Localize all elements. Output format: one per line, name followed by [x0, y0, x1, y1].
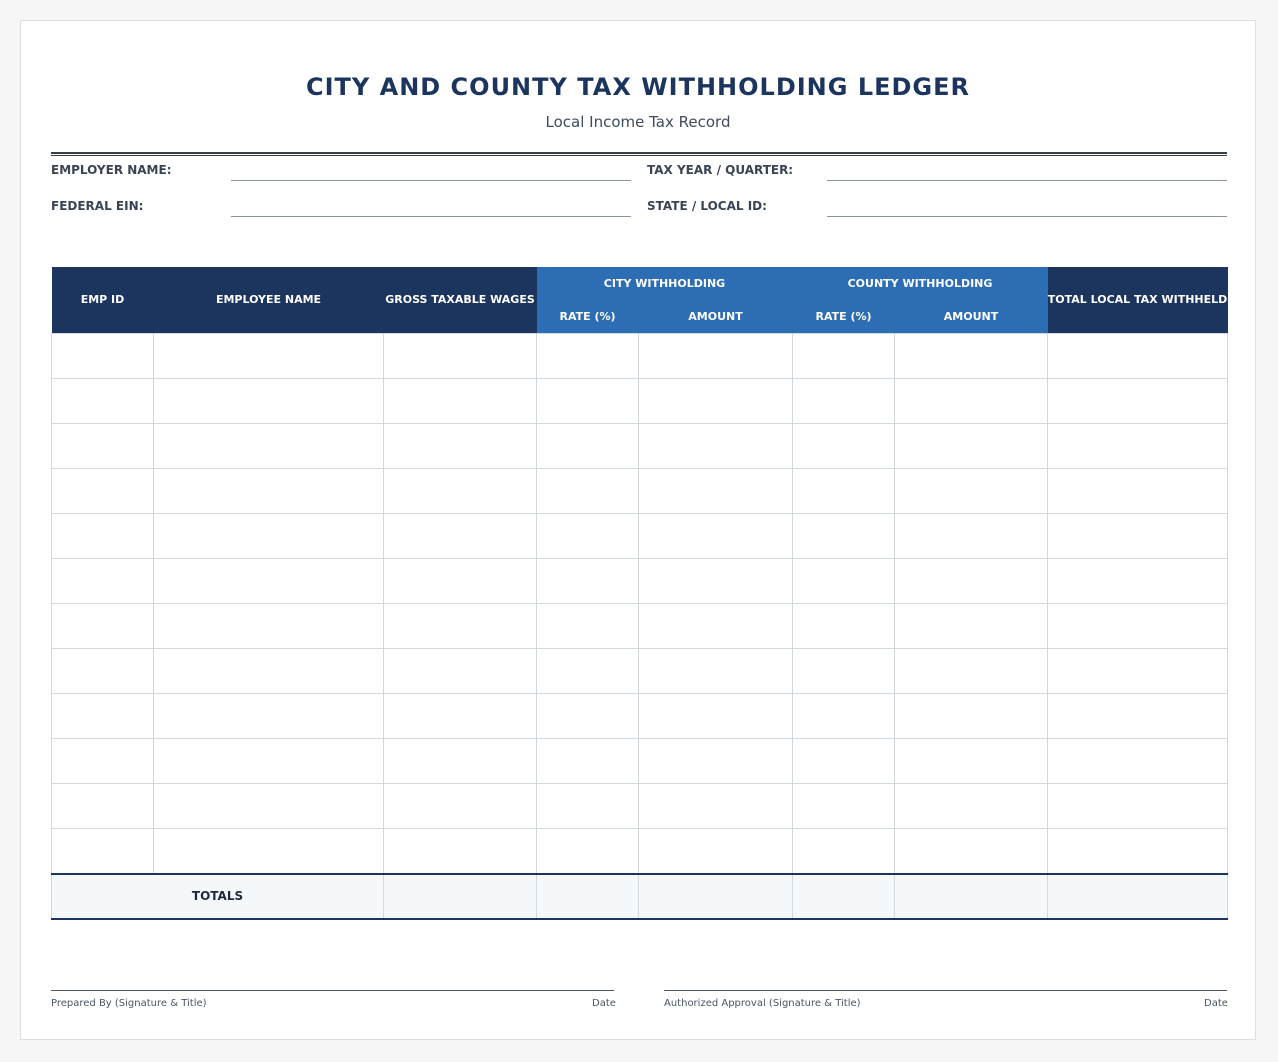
- gross-wages-cell[interactable]: [384, 468, 537, 513]
- county-rate-cell[interactable]: [793, 693, 895, 738]
- emp-id-cell[interactable]: [52, 513, 154, 558]
- emp-id-cell[interactable]: [52, 558, 154, 603]
- county-rate-cell[interactable]: [793, 783, 895, 828]
- total-withheld-cell[interactable]: [1048, 828, 1228, 874]
- employee-name-cell[interactable]: [154, 513, 384, 558]
- emp-id-cell[interactable]: [52, 423, 154, 468]
- city-amount-cell[interactable]: [639, 603, 793, 648]
- employee-name-cell[interactable]: [154, 468, 384, 513]
- tax-year-quarter-label: TAX YEAR / QUARTER:: [647, 163, 794, 177]
- county-amount-cell[interactable]: [895, 423, 1048, 468]
- gross-wages-cell[interactable]: [384, 783, 537, 828]
- total-withheld-cell[interactable]: [1048, 513, 1228, 558]
- withholding-table: [51, 267, 1228, 920]
- ledger-body: [52, 333, 1228, 874]
- emp-id-cell[interactable]: [52, 693, 154, 738]
- table-row: [52, 558, 1228, 603]
- gross-wages-cell[interactable]: [384, 828, 537, 874]
- city-rate-cell[interactable]: [537, 648, 639, 693]
- emp-id-cell[interactable]: [52, 333, 154, 378]
- county-rate-cell[interactable]: [793, 738, 895, 783]
- col-group-city-withholding: CITY WITHHOLDING: [537, 267, 793, 300]
- col-header-emp-id: EMP ID: [52, 267, 154, 333]
- employee-name-cell[interactable]: [154, 783, 384, 828]
- total-withheld-cell[interactable]: [1048, 423, 1228, 468]
- total-withheld-cell[interactable]: [1048, 603, 1228, 648]
- county-amount-cell[interactable]: [895, 828, 1048, 874]
- totals-label: TOTALS: [52, 874, 384, 919]
- city-amount-cell[interactable]: [639, 648, 793, 693]
- col-header-county-rate: RATE (%): [793, 300, 895, 333]
- city-rate-cell[interactable]: [537, 333, 639, 378]
- city-rate-cell[interactable]: [537, 783, 639, 828]
- page-title: CITY AND COUNTY TAX WITHHOLDING LEDGER: [305, 73, 971, 101]
- county-amount-cell[interactable]: [895, 333, 1048, 378]
- gross-wages-cell[interactable]: [384, 378, 537, 423]
- employee-name-cell[interactable]: [154, 648, 384, 693]
- emp-id-cell[interactable]: [52, 603, 154, 648]
- county-rate-cell[interactable]: [793, 423, 895, 468]
- city-amount-cell[interactable]: [639, 693, 793, 738]
- city-rate-cell[interactable]: [537, 378, 639, 423]
- total-county-amount-cell[interactable]: [895, 874, 1048, 919]
- gross-wages-cell[interactable]: [384, 333, 537, 378]
- county-rate-cell[interactable]: [793, 828, 895, 874]
- city-amount-cell[interactable]: [639, 783, 793, 828]
- county-rate-cell[interactable]: [793, 603, 895, 648]
- total-withheld-cell[interactable]: [1048, 333, 1228, 378]
- county-rate-cell[interactable]: [793, 648, 895, 693]
- city-rate-cell[interactable]: [537, 828, 639, 874]
- table-row: [52, 378, 1228, 423]
- gross-wages-cell[interactable]: [384, 513, 537, 558]
- prepared-by-signature-line[interactable]: [51, 990, 614, 991]
- prepared-date-label: Date: [592, 998, 616, 1009]
- city-amount-cell[interactable]: [639, 423, 793, 468]
- city-amount-cell[interactable]: [639, 513, 793, 558]
- total-withheld-cell[interactable]: [1048, 378, 1228, 423]
- col-header-city-amount: AMOUNT: [639, 300, 793, 333]
- gross-wages-cell[interactable]: [384, 423, 537, 468]
- county-amount-cell[interactable]: [895, 693, 1048, 738]
- county-amount-cell[interactable]: [895, 603, 1048, 648]
- emp-id-cell[interactable]: [52, 828, 154, 874]
- city-rate-cell[interactable]: [537, 423, 639, 468]
- city-rate-cell[interactable]: [537, 558, 639, 603]
- federal-ein-field[interactable]: [231, 216, 631, 217]
- county-amount-cell[interactable]: [895, 648, 1048, 693]
- emp-id-cell[interactable]: [52, 378, 154, 423]
- total-withheld-cell[interactable]: [1048, 693, 1228, 738]
- table-row: [52, 423, 1228, 468]
- table-row: [52, 828, 1228, 874]
- city-amount-cell[interactable]: [639, 828, 793, 874]
- total-withheld-cell[interactable]: [1048, 648, 1228, 693]
- ledger-page: [20, 20, 1256, 1040]
- employee-name-cell[interactable]: [154, 378, 384, 423]
- col-header-city-rate: RATE (%): [537, 300, 639, 333]
- employee-name-cell[interactable]: [154, 828, 384, 874]
- city-amount-cell[interactable]: [639, 378, 793, 423]
- federal-ein-label: FEDERAL EIN:: [51, 199, 144, 213]
- emp-id-cell[interactable]: [52, 738, 154, 783]
- county-rate-cell[interactable]: [793, 378, 895, 423]
- city-rate-cell[interactable]: [537, 738, 639, 783]
- county-amount-cell[interactable]: [895, 468, 1048, 513]
- county-amount-cell[interactable]: [895, 558, 1048, 603]
- col-header-employee-name: EMPLOYEE NAME: [154, 267, 384, 333]
- employee-name-cell[interactable]: [154, 738, 384, 783]
- city-rate-cell[interactable]: [537, 603, 639, 648]
- employee-name-cell[interactable]: [154, 558, 384, 603]
- approval-signature-line[interactable]: [664, 990, 1227, 991]
- city-rate-cell[interactable]: [537, 513, 639, 558]
- total-withheld-cell[interactable]: [1048, 738, 1228, 783]
- total-gross-wages-cell[interactable]: [384, 874, 537, 919]
- total-city-rate-cell[interactable]: [537, 874, 639, 919]
- col-header-gross-wages: GROSS TAXABLE WAGES: [384, 267, 537, 333]
- county-rate-cell[interactable]: [793, 558, 895, 603]
- table-row: [52, 333, 1228, 378]
- total-withheld-cell[interactable]: [1048, 783, 1228, 828]
- employer-name-field[interactable]: [231, 180, 631, 181]
- city-rate-cell[interactable]: [537, 693, 639, 738]
- col-group-county-withholding: COUNTY WITHHOLDING: [793, 267, 1048, 300]
- totals-row: [52, 874, 1228, 919]
- city-amount-cell[interactable]: [639, 738, 793, 783]
- gross-wages-cell[interactable]: [384, 648, 537, 693]
- total-withheld-cell[interactable]: [1048, 558, 1228, 603]
- employee-name-cell[interactable]: [154, 423, 384, 468]
- state-local-id-field[interactable]: [827, 216, 1227, 217]
- county-amount-cell[interactable]: [895, 738, 1048, 783]
- page-subtitle: Local Income Tax Record: [545, 113, 731, 131]
- employee-name-cell[interactable]: [154, 693, 384, 738]
- table-row: [52, 783, 1228, 828]
- gross-wages-cell[interactable]: [384, 603, 537, 648]
- table-row: [52, 738, 1228, 783]
- table-row: [52, 648, 1228, 693]
- city-amount-cell[interactable]: [639, 333, 793, 378]
- county-amount-cell[interactable]: [895, 783, 1048, 828]
- emp-id-cell[interactable]: [52, 783, 154, 828]
- table-row: [52, 468, 1228, 513]
- total-city-amount-cell[interactable]: [639, 874, 793, 919]
- total-withheld-cell[interactable]: [1048, 468, 1228, 513]
- county-rate-cell[interactable]: [793, 333, 895, 378]
- prepared-by-label: Prepared By (Signature & Title): [51, 998, 207, 1009]
- gross-wages-cell[interactable]: [384, 558, 537, 603]
- table-row: [52, 693, 1228, 738]
- col-header-total-withheld: TOTAL LOCAL TAX WITHHELD: [1048, 267, 1228, 333]
- title-divider: [51, 152, 1227, 156]
- city-amount-cell[interactable]: [639, 468, 793, 513]
- emp-id-cell[interactable]: [52, 468, 154, 513]
- city-amount-cell[interactable]: [639, 558, 793, 603]
- gross-wages-cell[interactable]: [384, 693, 537, 738]
- total-local-tax-cell[interactable]: [1048, 874, 1228, 919]
- total-county-rate-cell[interactable]: [793, 874, 895, 919]
- table-row: [52, 513, 1228, 558]
- county-amount-cell[interactable]: [895, 378, 1048, 423]
- state-local-id-label: STATE / LOCAL ID:: [647, 199, 767, 213]
- table-row: [52, 603, 1228, 648]
- county-rate-cell[interactable]: [793, 468, 895, 513]
- county-amount-cell[interactable]: [895, 513, 1048, 558]
- county-rate-cell[interactable]: [793, 513, 895, 558]
- city-rate-cell[interactable]: [537, 468, 639, 513]
- approval-date-label: Date: [1204, 998, 1228, 1009]
- employee-name-cell[interactable]: [154, 333, 384, 378]
- employer-name-label: EMPLOYER NAME:: [51, 163, 172, 177]
- tax-year-quarter-field[interactable]: [827, 180, 1227, 181]
- emp-id-cell[interactable]: [52, 648, 154, 693]
- employee-name-cell[interactable]: [154, 603, 384, 648]
- col-header-county-amount: AMOUNT: [895, 300, 1048, 333]
- approval-label: Authorized Approval (Signature & Title): [664, 998, 861, 1009]
- gross-wages-cell[interactable]: [384, 738, 537, 783]
